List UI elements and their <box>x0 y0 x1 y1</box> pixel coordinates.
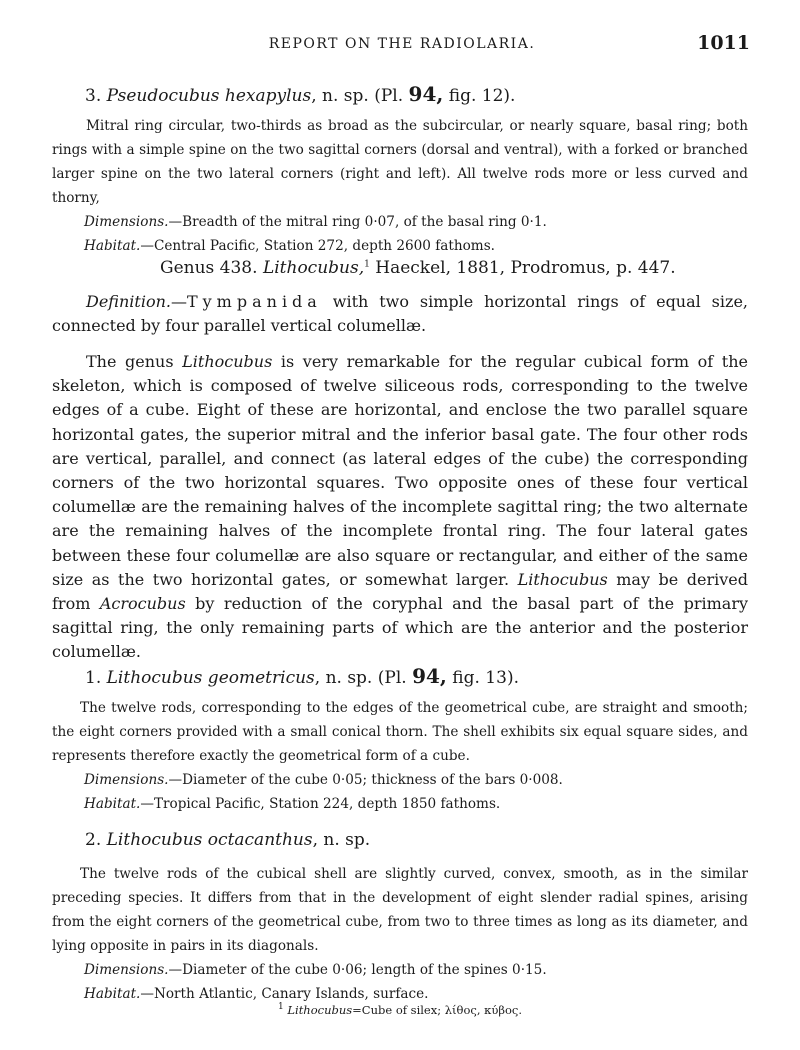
species-3-body <box>52 114 748 258</box>
species-3-plate-ref: (Pl. 94, fig. 12). <box>374 82 516 106</box>
genus-name: Lithocubus, <box>262 258 365 278</box>
species-1-heading: 1. Lithocubus geometricus, n. sp. (Pl. 94, fig. 13). <box>85 664 519 688</box>
genus-definition: Definition.—Tympanida with two simple horizontal rings of equal size, connected by four parallel vertical columellæ. <box>52 292 748 336</box>
species-1-body <box>52 696 748 816</box>
footnote-term: Lithocubus <box>287 1002 353 1017</box>
species-1-name: Lithocubus geometricus <box>106 668 315 688</box>
definition-term: Tympanida <box>186 292 322 311</box>
genus-heading: Genus 438. Lithocubus,$^1$ Haeckel, 1881, Prodromus, p. 447. <box>160 258 676 278</box>
species-1-plate-number: 94, <box>412 664 447 688</box>
footnote-mark: 1 <box>364 259 370 270</box>
species-2-habitat: Habitat.—North Atlantic, Canary Islands, surface. <box>84 986 429 1002</box>
species-3-description: Mitral ring circular, two-thirds as broad as the subcircular, or nearly square, basal ring; both rings with a simple spine on the two sagittal corners (dorsal and ventral), with a forked or branched larger spine on the two lateral corners (right and left). All twelve rods more or less curved and thorny, <box>52 118 748 206</box>
page-number: 1011 <box>697 32 750 54</box>
species-3-dimensions: Dimensions.—Breadth of the mitral ring 0·07, of the basal ring 0·1. <box>84 214 547 230</box>
genus-description: The genus Lithocubus is very remarkable for the regular cubical form of the skeleton, which is composed of twelve siliceous rods, corresponding to the twelve edges of a cube. Eight of these are horizontal, and enclose the two parallel square horizontal gates, the superior mitral and the inferior basal gate. The four other rods are vertical, parallel, and connect (as lateral edges of the cube) the corresponding corners of the two horizontal squares. Two opposite ones of these four vertical columellæ are the remaining halves of the incomplete sagittal ring; the two alternate are the remaining halves of the incomplete frontal ring. The four lateral gates between these four columellæ are also square or rectangular, and either of the same size as the two horizontal gates, or somewhat larger. Lithocubus may be derived from Acrocubus by reduction of the coryphal and the basal part of the primary sagittal ring, the only remaining parts of which are the anterior and the posterior columellæ. <box>52 352 748 662</box>
species-1-plate-ref: (Pl. 94, fig. 13). <box>377 664 519 688</box>
species-3-number: 3. <box>85 86 102 106</box>
definition-label: Definition. <box>86 292 171 311</box>
species-3-plate-number: 94, <box>408 82 444 106</box>
species-2-description: The twelve rods of the cubical shell are slightly curved, convex, smooth, as in the similar preceding species. It differs from that in the development of eight slender radial spines, arising from the eight corners of the geometrical cube, from two to three times as long as its diameter, and lying opposite in pairs in its diagonals. <box>52 866 748 954</box>
species-3-name: Pseudocubus hexapylus <box>106 86 312 106</box>
species-1-dimensions: Dimensions.—Diameter of the cube 0·05; thickness of the bars 0·008. <box>84 772 563 788</box>
species-2-heading: 2. Lithocubus octacanthus, n. sp. <box>85 830 371 850</box>
species-1-habitat: Habitat.—Tropical Pacific, Station 224, depth 1850 fathoms. <box>84 796 501 812</box>
footnote: $^1$ Lithocubus=Cube of silex; λίθος, κύβος. <box>277 1002 522 1017</box>
species-3-habitat: Habitat.—Central Pacific, Station 272, depth 2600 fathoms. <box>84 238 495 254</box>
species-2-dimensions: Dimensions.—Diameter of the cube 0·06; length of the spines 0·15. <box>84 962 547 978</box>
species-1-description: The twelve rods, corresponding to the edges of the geometrical cube, are straight and smooth; the eight corners provided with a small conical thorn. The shell exhibits six equal square sides, and represents therefore exactly the geometrical form of a cube. <box>52 700 748 764</box>
species-2-body <box>52 862 748 1006</box>
running-head: REPORT ON THE RADIOLARIA. <box>268 36 536 52</box>
page-header <box>52 34 752 58</box>
species-3-suffix: , n. sp. <box>311 86 369 106</box>
species-2-name: Lithocubus octacanthus <box>106 830 313 850</box>
species-3-heading <box>85 82 515 106</box>
